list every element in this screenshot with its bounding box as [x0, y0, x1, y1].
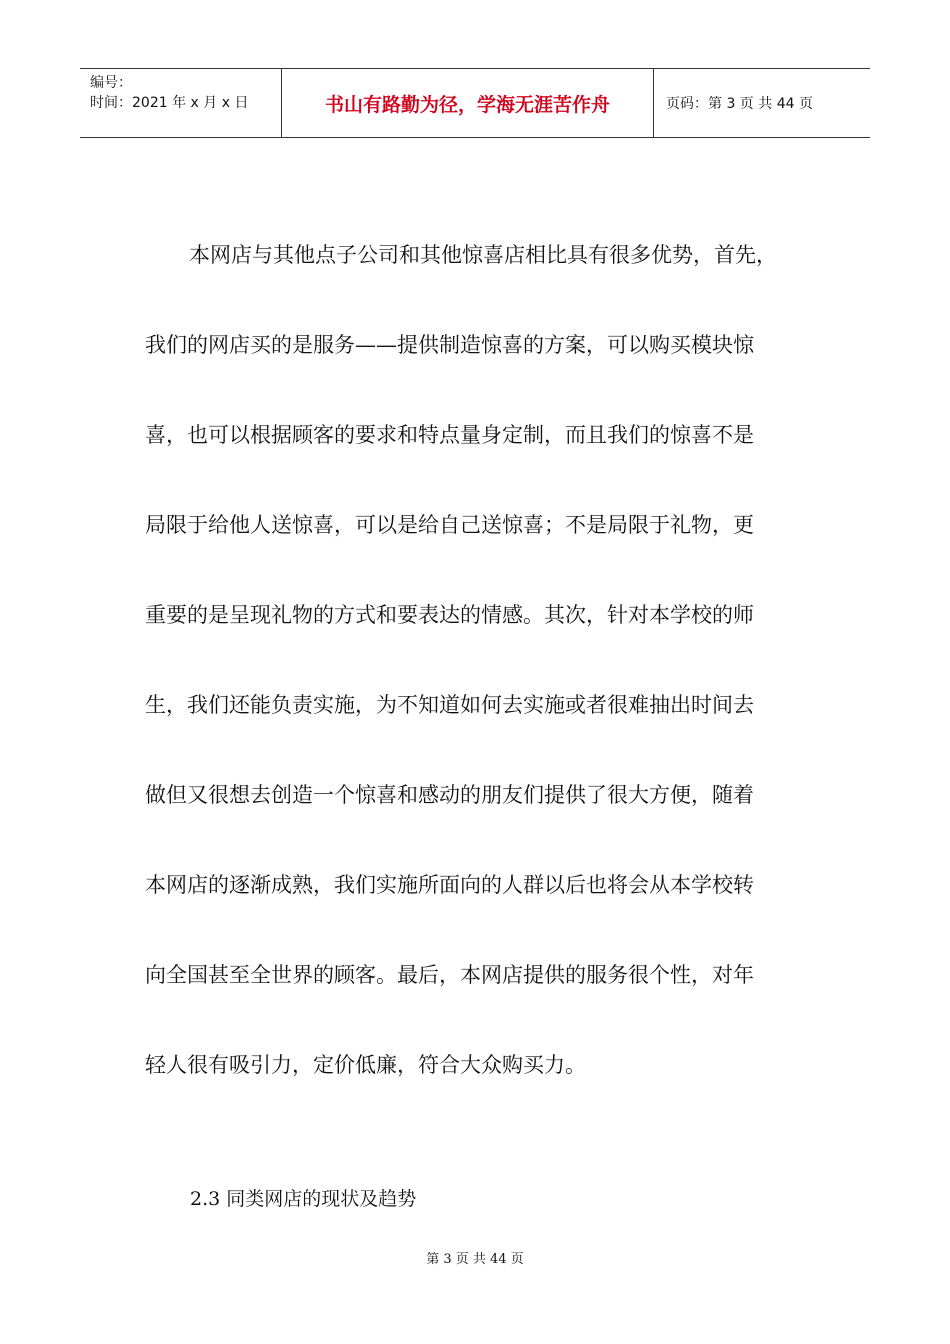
paragraph-line: 重要的是呈现礼物的方式和要表达的情感。其次，针对本学校的师	[145, 603, 754, 627]
body-paragraph	[145, 233, 805, 1133]
paragraph-line: 向全国甚至全世界的顾客。最后，本网店提供的服务很个性，对年	[145, 963, 754, 987]
document-date: 时间：2021 年 x 月 x 日	[90, 95, 249, 111]
paragraph-line: 轻人很有吸引力，定价低廉，符合大众购买力。	[145, 1053, 586, 1077]
paragraph-line: 喜，也可以根据顾客的要求和特点量身定制，而且我们的惊喜不是	[145, 423, 754, 447]
header-motto: 书山有路勤为径，学海无涯苦作舟	[282, 69, 654, 137]
paragraph-line: 本网店的逐渐成熟，我们实施所面向的人群以后也将会从本学校转	[145, 873, 754, 897]
paragraph-line: 做但又很想去创造一个惊喜和感动的朋友们提供了很大方便，随着	[145, 783, 754, 807]
paragraph-line: 生，我们还能负责实施，为不知道如何去实施或者很难抽出时间去	[145, 693, 754, 717]
paragraph-line: 我们的网店买的是服务——提供制造惊喜的方案，可以购买模块惊	[145, 333, 754, 357]
paragraph-line: 局限于给他人送惊喜，可以是给自己送惊喜；不是局限于礼物，更	[145, 513, 754, 537]
header-page-info: 页码：第 3 页 共 44 页	[666, 96, 813, 112]
page-header	[80, 68, 870, 138]
page-footer: 第 3 页 共 44 页	[426, 1252, 524, 1267]
paragraph-line: 本网店与其他点子公司和其他惊喜店相比具有很多优势，首先，	[189, 243, 777, 267]
section-heading: 2.3 同类网店的现状及趋势	[190, 1188, 417, 1210]
header-meta	[80, 69, 282, 137]
document-number-label: 编号：	[90, 75, 132, 91]
